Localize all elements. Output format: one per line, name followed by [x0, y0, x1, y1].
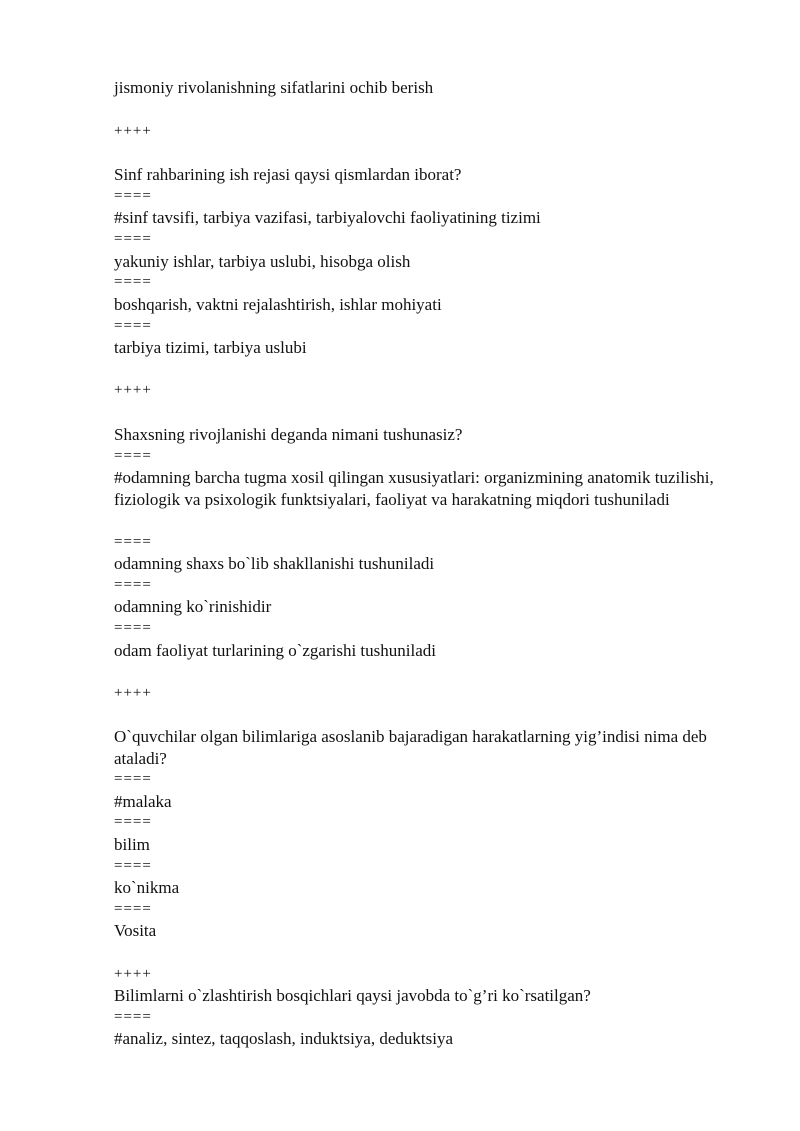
option-separator: ====	[114, 1009, 152, 1025]
question-2: Shaxsning rivojlanishi deganda nimani tushunasiz?	[114, 425, 463, 444]
option-separator: ====	[114, 231, 152, 247]
option-separator: ====	[114, 771, 152, 787]
option-separator: ====	[114, 620, 152, 636]
answer-option: #sinf tavsifi, tarbiya vazifasi, tarbiyalovchi faoliyatining tizimi	[114, 208, 541, 227]
option-separator: ====	[114, 858, 152, 874]
block-marker: ++++	[114, 685, 152, 701]
answer-option: #analiz, sintez, taqqoslash, induktsiya, deduktsiya	[114, 1029, 453, 1048]
option-separator: ====	[114, 577, 152, 593]
answer-option: #odamning barcha tugma xosil qilingan xususiyatlari: organizmining anatomik tuzilishi, fiziologik va psixologik funktsiyalari, faoliyat va harakatning miqdori tushuniladi	[114, 468, 714, 509]
option-separator: ====	[114, 814, 152, 830]
answer-option: odam faoliyat turlarining o`zgarishi tushuniladi	[114, 641, 436, 660]
answer-option: boshqarish, vaktni rejalashtirish, ishlar mohiyati	[114, 295, 442, 314]
intro-line: jismoniy rivolanishning sifatlarini ochib berish	[114, 78, 434, 97]
option-separator: ====	[114, 901, 152, 917]
block-marker: ++++	[114, 966, 152, 982]
question-4: Bilimlarni o`zlashtirish bosqichlari qaysi javobda to`g’ri ko`rsatilgan?	[114, 986, 591, 1005]
answer-option: yakuniy ishlar, tarbiya uslubi, hisobga olish	[114, 252, 411, 271]
answer-option: odamning shaxs bo`lib shakllanishi tushuniladi	[114, 554, 435, 573]
option-separator: ====	[114, 318, 152, 334]
question-3: O`quvchilar olgan bilimlariga asoslanib bajaradigan harakatlarning yig’indisi nima deb ataladi?	[114, 727, 707, 768]
block-marker: ++++	[114, 123, 152, 139]
answer-option: bilim	[114, 835, 150, 854]
option-separator: ====	[114, 448, 152, 464]
option-separator: ====	[114, 188, 152, 204]
answer-option: odamning ko`rinishidir	[114, 597, 272, 616]
answer-option: tarbiya tizimi, tarbiya uslubi	[114, 338, 307, 357]
option-separator: ====	[114, 274, 152, 290]
answer-option: Vosita	[114, 921, 157, 940]
answer-option: #malaka	[114, 792, 172, 811]
block-marker: ++++	[114, 382, 152, 398]
question-1: Sinf rahbarining ish rejasi qaysi qismlardan iborat?	[114, 165, 462, 184]
option-separator: ====	[114, 534, 152, 550]
answer-option: ko`nikma	[114, 878, 180, 897]
